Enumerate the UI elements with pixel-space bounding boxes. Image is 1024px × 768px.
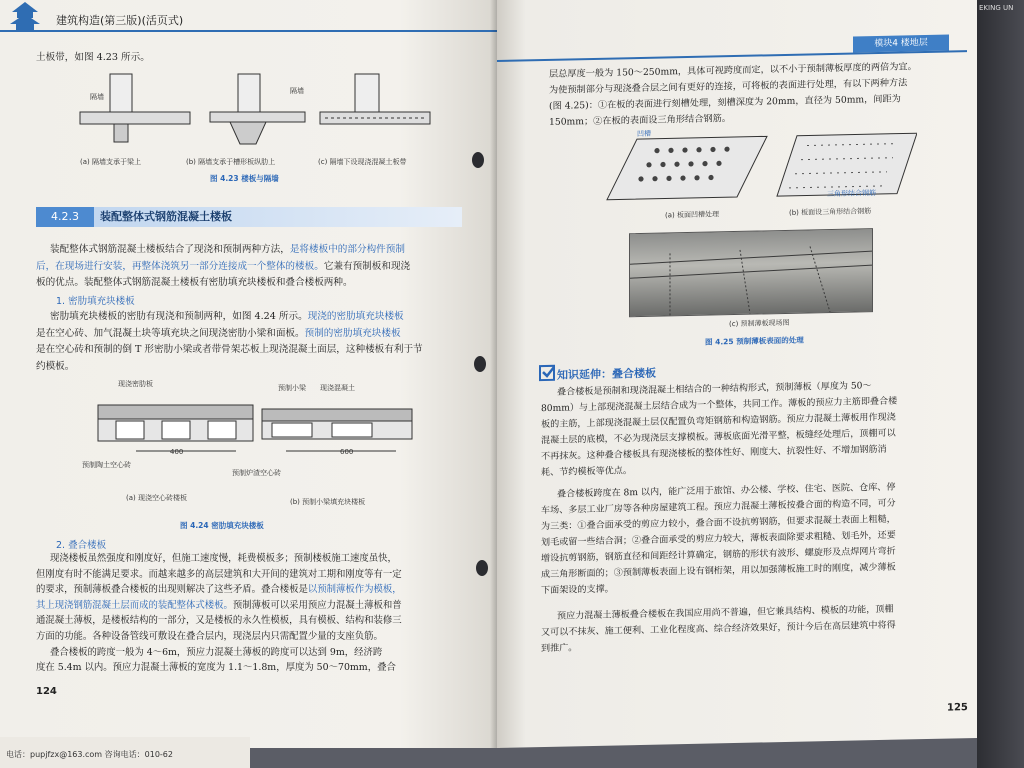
footer-contact: 电话：pupjfzx@163.com 咨询电话：010-62 xyxy=(6,750,173,759)
fig425-title: 图 4.25 预制薄板表面的处理 xyxy=(705,335,804,347)
fig423-caption-c: (c) 隔墙下设现浇混凝土板带 xyxy=(318,158,407,166)
fig424-label-2: 预制小梁 xyxy=(278,384,306,392)
knowledge-extension-title: 知识延伸：叠合楼板 xyxy=(557,366,656,382)
module-tab: 模块4 楼地层 xyxy=(853,35,949,53)
precast-slab-photo xyxy=(629,228,873,317)
right-paragraph-2: 叠合楼板是预制和现浇混凝土相结合的一种结构形式，预制薄板（厚度为 50～ 80mm）与上部现浇混凝土层结合成为一个整体，共同工作。薄板的预应力主筋即叠合楼 板的主筋，上部现浇混凝土层仅配置负弯矩钢筋和构造钢筋。预应力混凝土薄板用作现浇 混凝土层的底模，不必为现浇层支撑模板。薄板底面光滑平整，板缝经处理后，顶棚可以 不再抹灰。这种叠合楼板具有现浇楼板的整体性好、刚度大、抗裂性好、不增加钢筋消 耗、节约模板等优点。 xyxy=(541,381,898,479)
left-page xyxy=(0,0,500,748)
binder-hole-5 xyxy=(474,356,486,372)
right-paragraph-1: 层总厚度一般为 150～250mm，具体可视跨度而定，以不小于预制薄板厚度的两倍为宜。 为使预制部分与现浇叠合层之间有更好的连接，可将板的表面进行处理，有以下两种方法 (图 4.25)：①在板的表面进行刻槽处理，刻槽深度为 20mm，直径为 50mm，间距为 150mm；②在板的表面设三角形结合钢筋。 xyxy=(549,61,917,128)
page-edge-footer xyxy=(0,737,250,768)
right-paragraph-3: 叠合楼板跨度在 8m 以内，能广泛用于旅馆、办公楼、学校、住宅、医院、仓库、停 车场、多层工业厂房等各种房屋建筑工程。预应力混凝土薄板按叠合面的构造不同，可分 为三类：①叠合面承受的剪应力较小，叠合面不设抗剪钢筋，但要求混凝土表面上粗糙， 划毛或留一些结合洞；②叠合面承受的剪应力较大，薄板表面除要求粗糙、划毛外，还要 增设抗剪钢筋，钢筋直径和间距经计算确定，钢筋的形状有波形、螺旋形及点焊网片弯折 成三角形断面的；③预制薄板表面上设有钢桁架，用以加强薄板施工时的刚度，减少薄板 下面架设的支撑。 xyxy=(541,482,896,597)
binder-hole-6 xyxy=(476,560,488,576)
page-number-right: 125 xyxy=(947,702,968,714)
checkbox-icon xyxy=(539,365,555,381)
fig424-label-3: 现浇混凝土 xyxy=(320,384,355,392)
pagoda-logo-icon xyxy=(6,0,44,32)
figure-4-24 xyxy=(96,385,426,475)
subheading-ribbed: 1. 密肋填充块楼板 xyxy=(56,296,135,307)
fig425-label-groove: 凹槽 xyxy=(637,129,651,139)
fig424-label-4: 预制陶土空心砖 xyxy=(82,461,131,469)
book-title: 建筑构造(第三版)(活页式) xyxy=(56,14,184,27)
right-paragraph-4: 预应力混凝土薄板叠合楼板在我国应用尚不普遍，但它兼具结构、模板的功能，顶棚 又可以不抹灰、施工便利、工业化程度高、综合经济效果好，预计今后在高层建筑中将得 到推广。 xyxy=(541,604,896,655)
section-title: 装配整体式钢筋混凝土楼板 xyxy=(100,210,232,223)
intro-text: 土板带，如图 4.23 所示。 xyxy=(36,52,150,63)
paragraph-3: 现浇楼板虽然强度和刚度好，但施工速度慢，耗费模板多；预制楼板施工速度虽快， 但刚度有时不能满足要求。而越来越多的高层建筑和大开间的建筑对工期和刚度等有一定 的要求，预制薄板叠合楼板的出现则解决了这些矛盾。叠合楼板是以预制薄板作为模板， 其上现浇钢筋混凝土层而成的装配整体式楼板。预制薄板可以采用预应力混凝土薄板和普 通混凝土薄板，是楼板结构的一部分，又是楼板的永久性模板，具有模板、结构和装修三 方面的功能。各种设备管线可敷设在叠合层内，现浇层内只需配置少量的支座负筋。 叠合楼板的跨度一般为 4～6m，预应力混凝土薄板的跨度可以达到 9m，经济跨 度在 5.4m 以内。预应力混凝土薄板的宽度为 1.1～1.8m，厚度为 50～70mm，叠合 xyxy=(36,553,402,674)
fig423-label-2: 隔墙 xyxy=(290,87,304,95)
fig423-title: 图 4.23 楼板与隔墙 xyxy=(210,174,279,183)
truss-lines xyxy=(630,229,872,316)
page-header xyxy=(0,0,500,34)
paragraph-1: 装配整体式钢筋混凝土楼板结合了现浇和预制两种方法，是将楼板中的部分构件预制 后，在现场进行安装，再整体浇筑另一部分连接成一个整体的楼板。它兼有预制板和现浇 板的优点。装配整体式钢筋混凝土楼板有密肋填充块楼板和叠合楼板两种。 xyxy=(36,244,411,288)
fig424-title: 图 4.24 密肋填充块楼板 xyxy=(180,521,264,530)
fig424-dim-600: 600 xyxy=(340,448,354,456)
paragraph-2: 密肋填充块楼板的密肋有现浇和预制两种，如图 4.24 所示。现浇的密肋填充块楼板 是在空心砖、加气混凝土块等填充块之间现浇密肋小梁和面板。预制的密肋填充块楼板 是在空心砖和预制的倒 T 形密肋小梁或者带骨架芯板上现浇混凝土面层，这种楼板有利于节 约模板。 xyxy=(36,311,423,372)
header-rule xyxy=(0,30,500,32)
background-book-text: EKING UN xyxy=(979,4,1014,12)
fig424-dim-400: 400 xyxy=(170,448,184,456)
fig424-label-5: 预制炉渣空心砖 xyxy=(232,469,281,477)
page-number-left: 124 xyxy=(36,686,57,697)
right-page xyxy=(497,0,977,748)
background-edge xyxy=(977,0,1024,768)
fig423-label-1: 隔墙 xyxy=(90,93,104,101)
fig423-caption-a: (a) 隔墙支承于梁上 xyxy=(80,158,141,166)
section-number: 4.2.3 xyxy=(36,207,94,227)
fig425-caption-a: (a) 板面凹槽处理 xyxy=(665,210,719,220)
fig424-label-1: 现浇密肋板 xyxy=(118,380,153,388)
section-header xyxy=(36,207,462,227)
checkmark-icon xyxy=(541,365,555,379)
subheading-composite: 2. 叠合楼板 xyxy=(56,540,107,551)
figure-4-23 xyxy=(70,72,450,157)
fig423-caption-b: (b) 隔墙支承于槽形板纵肋上 xyxy=(186,158,276,166)
fig424-caption-a: (a) 现浇空心砖楼板 xyxy=(126,494,187,502)
fig425-label-rebar: 三角形结合钢筋 xyxy=(827,189,876,199)
fig425-caption-c: (c) 预制薄板现场图 xyxy=(729,318,790,329)
binder-hole-4 xyxy=(472,152,484,168)
fig424-caption-b: (b) 预制小梁填充块楼板 xyxy=(290,498,366,506)
fig425-caption-b: (b) 板面设三角形结合钢筋 xyxy=(789,207,872,217)
